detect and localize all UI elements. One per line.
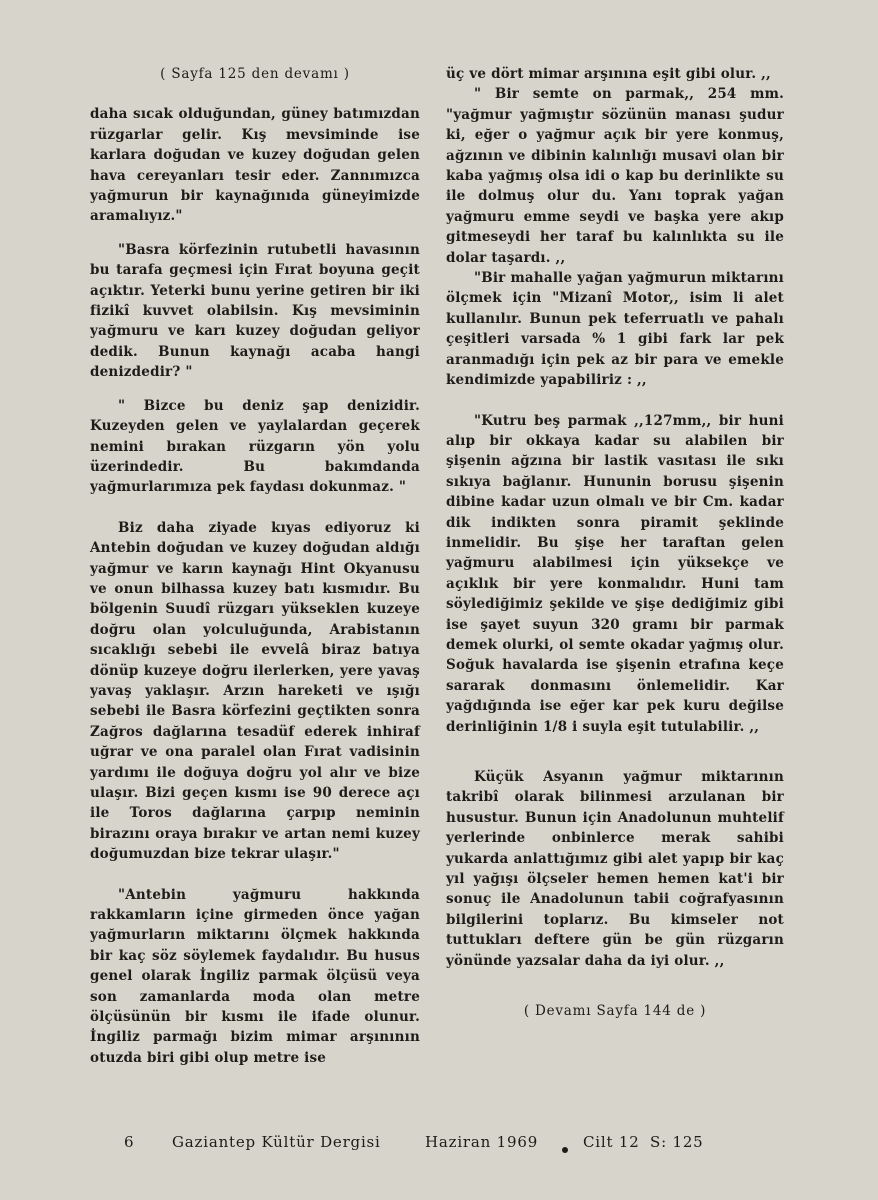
paragraph: "Basra körfezinin rutubetli havasının bu tarafa geçmesi için Fırat boyuna geçit açıktır. Yeterki bunu yerine getiren bir iki fizikî kuvvet olabilsin. Kış mevsiminin yağmuru ve karı kuzey doğudan geliyor dedik. Bunun kaynağı acaba hangi denizdedir? " — [90, 241, 420, 381]
journal-title: Gaziantep Kültür Dergisi — [172, 1133, 381, 1151]
paragraph: " Bizce bu deniz şap denizidir. Kuzeyden gelen ve yaylalardan geçerek nemini bırakan rüzgarın yön yolu üzerindedir. Bu bakımdanda yağmurlarımıza pek faydası dokunmaz. " — [90, 397, 420, 496]
paragraph: üç ve dört mimar arşınına eşit gibi olur. ,, — [446, 66, 771, 82]
left-column — [90, 64, 420, 1068]
paragraph: Biz daha ziyade kıyas ediyoruz ki Antebin doğudan ve kuzey doğudan aldığı yağmur ve karın kaynağı Hint Okyanusu ve onun bilhassa kuzey batı kısmıdır. Bu bölgenin Suudî rüzgarı yükseklen kuzeye doğru olan yolculuğunda, Arabistanın sıcaklığı sebebi ile evvelâ biraz batıya dönüp kuzeye doğru ilerlerken, yere yavaş yavaş yaklaşır. Arzın hareketi ve ışığı sebebi ile Basra körfezini geçtikten sonra Zağros dağlarına tesadüf ederek inhiraf uğrar ve ona paralel olan Fırat vadisinin yardımı ile doğuya doğru yol alır ve bize ulaşır. Bizi geçen kısmı ise 90 derece açı ile Toros dağlarına çarpıp neminin birazını oraya bırakır ve artan nemi kuzey doğumuzdan bize tekrar ulaşır." — [90, 519, 420, 863]
paragraph: "Kutru beş parmak ,,127mm,, bir huni alıp bir okkaya kadar su alabilen bir şişenin ağzına bir lastik vasıtası ile sıkı sıkıya bağlanır. Hununin borusu şişenin dibine kadar uzun olmalı ve bir Cm. kadar dik indikten sonra piramit şeklinde inmelidir. Bu şişe her taraftan gelen yağmuru alabilmesi için yüksekçe ve açıklık bir yere konmalıdır. Huni tam söylediğimiz şekilde ve şişe dediğimiz gibi ise şayet suyun 320 gramı bir parmak demek olurki, ol semte okadar yağmış olur. Soğuk havalarda ise şişenin etrafına keçe sararak donmasını önlemelidir. Kar yağdığında ise eğer kar pek kuru değilse derinliğinin 1/8 i suyla eşit tutulabilir. ,, — [446, 412, 784, 735]
continued-on-note: ( Devamı Sayfa 144 de ) — [523, 1003, 707, 1020]
paragraph: Küçük Asyanın yağmur miktarının takribî olarak bilinmesi arzulanan bir husustur. Bunun için Anadolunun muhtelif yerlerinde onbinlerce merak sahibi yukarda anlattığımız gibi alet yapıp bir kaç yıl yağışı ölçseler hemen hemen kat'i bir sonuç ile Anadolunun tabii coğrafyasının bilgilerini toplarız. Bu kimseler not tuttukları deftere gün be gün rüzgarın yönünde yazsalar daha da iyi olur. ,, — [446, 769, 784, 969]
paragraph: "Bir mahalle yağan yağmurun miktarını ölçmek için "Mizanî Motor,, isim li alet kullanılır. Bunun pek teferruatlı ve pahalı çeşitleri varsada % 1 gibi fark lar pek aranmadığı için pek az bir para ve emekle kendimizde yapabiliriz : ,, — [446, 270, 784, 389]
continued-from-note: ( Sayfa 125 den devamı ) — [160, 66, 350, 82]
page-number: 6 — [124, 1133, 135, 1151]
separator-dot-icon — [562, 1147, 568, 1153]
right-column — [446, 64, 784, 1021]
paragraph: " Bir semte on parmak,, 254 mm. "yağmur yağmıştır sözünün manası şudur ki, eğer o yağmur açık bir yere konmuş, ağzının ve dibinin kalınlığı musavi olan bir kaba yağmış olsa idi o kap bu derinlikte su ile dolmuş olur du. Yanı toprak yağan yağmuru emme seydi ve başka yere akıp gitmeseydi her taraf bu kalınlıkta su ile dolar taşardı. ,, — [446, 86, 784, 266]
issue-sequence: S: 125 — [650, 1133, 704, 1151]
paragraph: daha sıcak olduğundan, güney batımızdan rüzgarlar gelir. Kış mevsiminde ise karlara doğudan ve kuzey doğudan gelen hava cereyanları tesir eder. Zannımızca yağmurun bir kaynağınıda güneyimizde aramalıyız." — [90, 106, 420, 225]
paragraph: "Antebin yağmuru hakkında rakkamların içine girmeden önce yağan yağmurların miktarını ölçmek hakkında bir kaç söz söylemek faydalıdır. Bu husus genel olarak İngiliz parmak ölçüsü veya son zamanlarda moda olan metre ölçüsünün bir kısmı ile ifade olunur. İngiliz parmağı bizim mimar arşınının otuzda biri gibi olup metre ise — [90, 886, 420, 1066]
issue-date: Haziran 1969 — [425, 1133, 539, 1151]
volume-number: Cilt 12 — [583, 1133, 640, 1151]
